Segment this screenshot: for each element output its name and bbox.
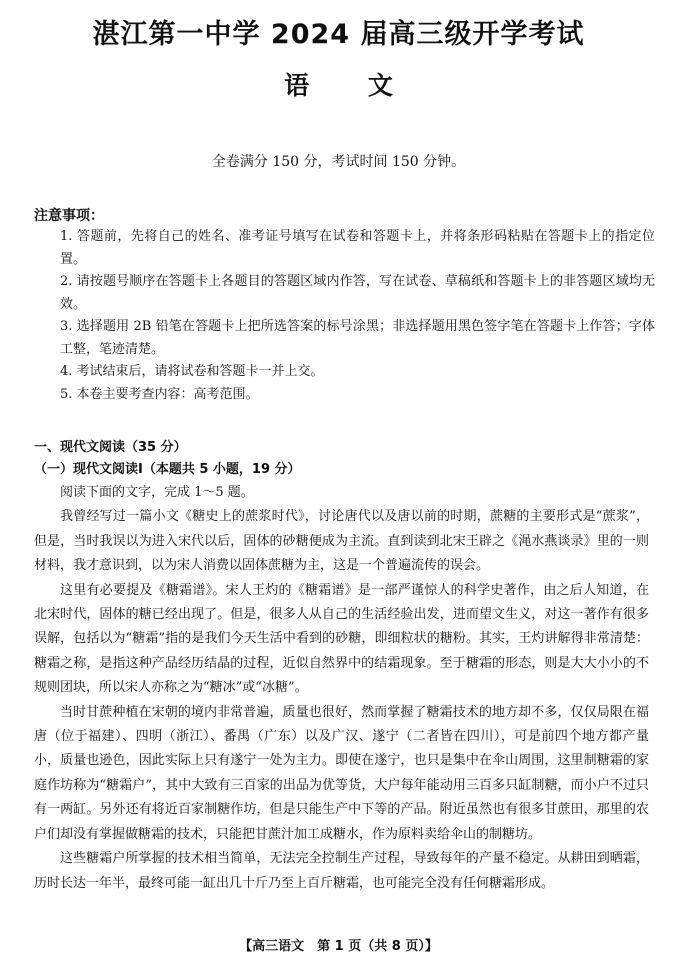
notice-item: 4. 考试结束后，请将试卷和答题卡一并上交。: [60, 364, 324, 379]
subsection-heading: （一）现代文阅读Ⅰ（本题共 5 小题，19 分）: [34, 462, 301, 477]
passage-paragraph: 当时甘蔗种植在宋朝的境内非常普遍，质量也很好，然而掌握了糖霜技术的地方却不多，仅仅局限在福唐（位于福建）、四明（浙江）、番禺（广东）以及广汉、遂宁（二者皆在四川），可是前四个地方都产量小，质量也逊色，因此实际上只有遂宁一处为主力。即使在遂宁，也只是集中在伞山周围，这里制糖霜的家庭作坊称为“糖霜户”，其中大致有三百家的出品为优等货，大户每年能动用三百多只缸制糖，而小户不过只有一两缸。另外还有将近百家制糖作坊，但是只能生产中下等的产品。附近虽然也有很多甘蔗田，那里的农户们却没有掌握做糖霜的技术，只能把甘蔗汁加工成糖水，作为原料卖给伞山的制糖坊。: [34, 704, 649, 842]
exam-title: 湛江第一中学 2024 届高三级开学考试: [92, 19, 585, 50]
exam-meta: 全卷满分 150 分，考试时间 150 分钟。: [211, 154, 466, 170]
notice-item: 2. 请按题号顺序在答题卡上各题目的答题区域内作答，写在试卷、草稿纸和答题卡上的非答题区域均无效。: [60, 274, 655, 312]
notice-list: [60, 226, 655, 406]
notice-item: 3. 选择题用 2B 铅笔在答题卡上把所选答案的标号涂黑；非选择题用黑色签字笔在答题卡上作答；字体工整，笔迹清楚。: [60, 319, 655, 357]
passage-paragraph: 我曾经写过一篇小文《糖史上的蔗浆时代》，讨论唐代以及唐以前的时期，蔗糖的主要形式是“蔗浆”，但是，当时我误以为进入宋代以后，固体的砂糖便成为主流。直到读到北宋王辟之《渑水燕谈录》里的一则材料，我才意识到，以为宋人消费以固体蔗糖为主，这是一个普遍流传的误会。: [34, 509, 649, 574]
instruction-paragraph: 阅读下面的文字，完成 1～5 题。: [60, 485, 254, 500]
passage-paragraph: 这里有必要提及《糖霜谱》。宋人王灼的《糖霜谱》是一部严谨惊人的科学史著作，由之后人知道，在北宋时代，固体的糖已经出现了。但是，很多人从自己的生活经验出发，进而望文生义，对这一著作有很多误解，包括以为“糖霜”指的是我们今天生活中看到的砂糖，即细粒状的糖粉。其实，王灼讲解得非常清楚：糖霜之称，是指这种产品经历结晶的过程，近似自然界中的结霜现象。至于糖霜的形态，则是大大小小的不规则团块，所以宋人亦称之为“糖冰”或“冰糖”。: [34, 582, 649, 696]
notice-item: 5. 本卷主要考查内容：高考范围。: [60, 386, 259, 402]
notice-heading: 注意事项：: [34, 208, 104, 224]
section-heading: 一、现代文阅读（35 分）: [34, 440, 187, 455]
notice-item: 1. 答题前，先将自己的姓名、准考证号填写在试卷和答题卡上，并将条形码粘贴在答题卡上的指定位置。: [60, 229, 655, 267]
subject-title: 语 文: [284, 71, 393, 100]
page-footer: 【高三语文 第 1 页（共 8 页）】: [239, 939, 438, 954]
passage-paragraph: 这些糖霜户所掌握的技术相当简单，无法完全控制生产过程，导致每年的产量不稳定。从耕田到晒霜，历时长达一年半，最终可能一缸出几十斤乃至上百斤糖霜，也可能完全没有任何糖霜形成。: [34, 851, 649, 891]
reading-passage: [34, 481, 649, 896]
